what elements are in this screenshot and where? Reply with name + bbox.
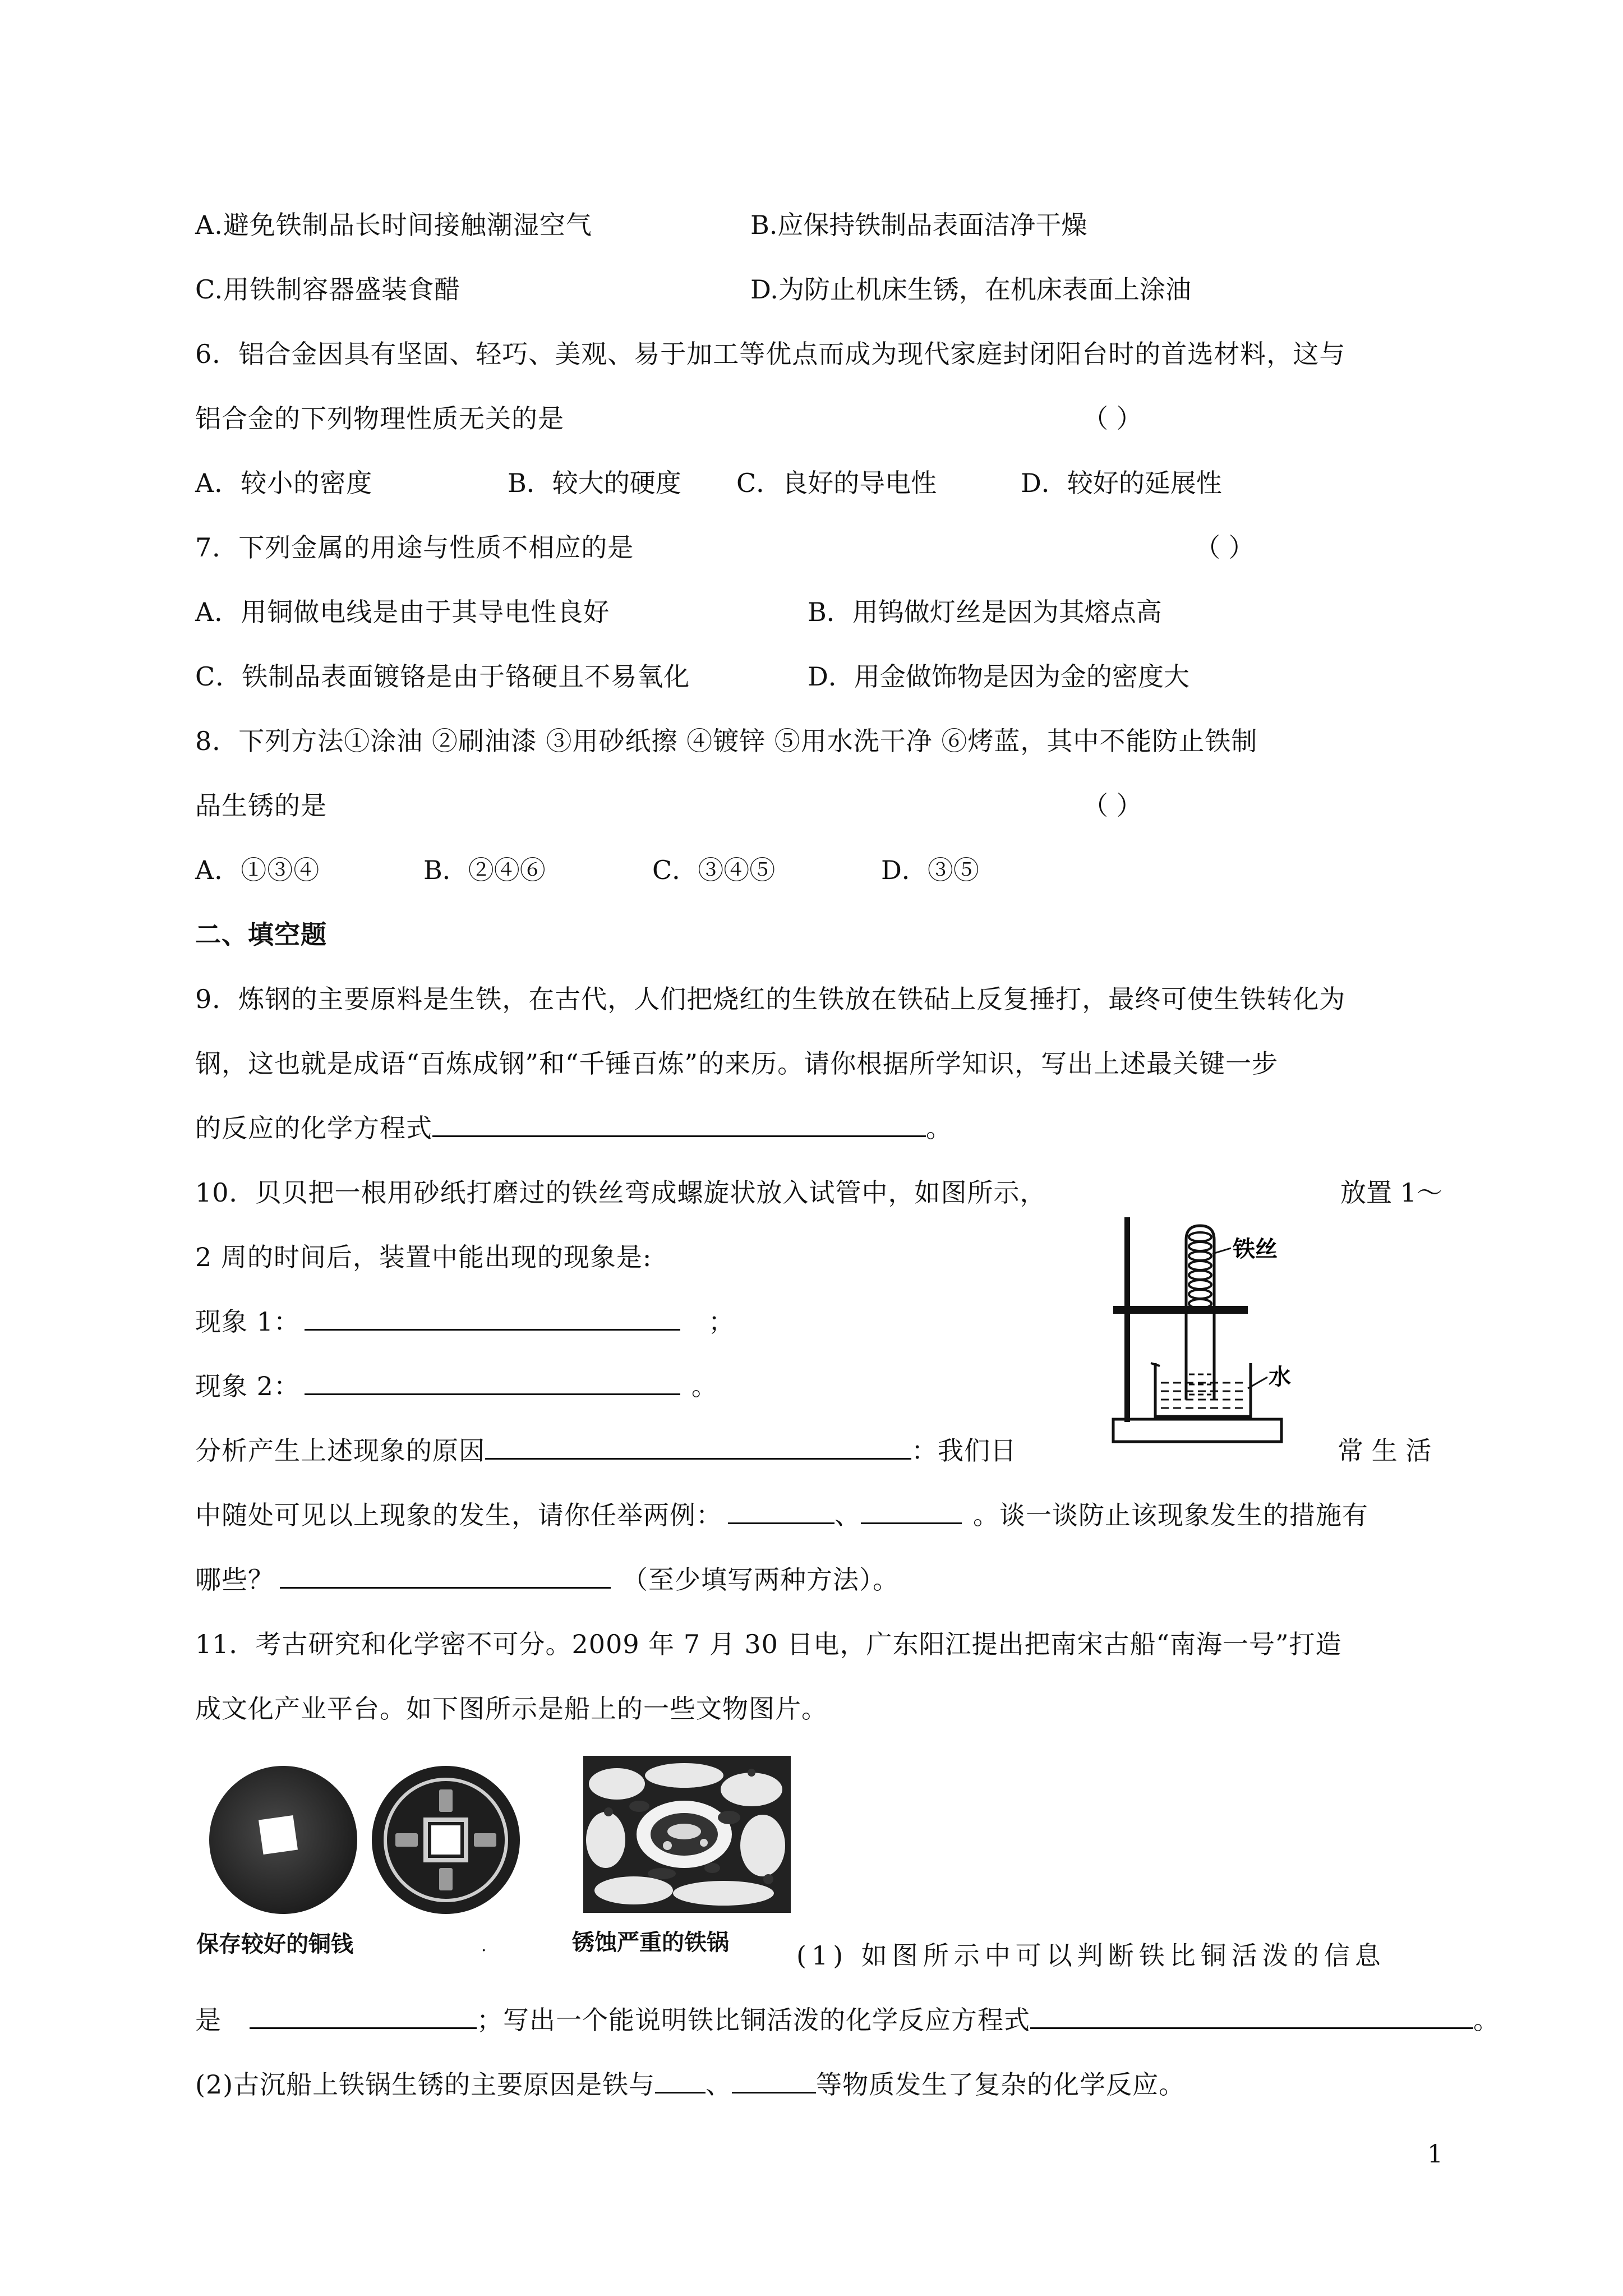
q6-stem-line1: 6．铝合金因具有坚固、轻巧、美观、易于加工等优点而成为现代家庭封闭阳台时的首选材料，这与 [195, 339, 1346, 369]
q6-option-c: C．良好的导电性 [736, 468, 937, 498]
q8-stem-line2: 品生锈的是 [195, 790, 327, 821]
q11-sub2-tail: 等物质发生了复杂的化学反应。 [816, 2069, 1186, 2100]
q8-answer-paren: （ ） [1082, 790, 1142, 821]
q10-phenomenon-1 [195, 1304, 735, 1339]
q10-example-1-blank[interactable] [728, 1500, 834, 1524]
q9-stem-line1: 9．炼钢的主要原料是生铁，在古代，人们把烧红的生铁放在铁砧上反复捶打，最终可使生铁转化为 [195, 984, 1346, 1014]
q11-sub1-line2 [195, 2003, 1500, 2037]
q10-stem-line1: 10．贝贝把一根用砂纸打磨过的铁丝弯成螺旋状放入试管中，如图所示， [195, 1177, 1046, 1208]
q11-sub2-text: (2)古沉船上铁锅生锈的主要原因是铁与 [195, 2069, 656, 2100]
q7-option-a: A．用铜做电线是由于其导电性良好 [195, 597, 610, 627]
fig-label-water: 水 [1269, 1364, 1291, 1390]
q8-option-c: C．③④⑤ [652, 855, 776, 885]
q10-reason-tail: ：我们日 [911, 1435, 1017, 1466]
q11-copper-coins-figure [205, 1761, 547, 1918]
q8-stem-line1: 8．下列方法①涂油 ②刷油漆 ③用砂纸擦 ④镀锌 ⑤用水洗干净 ⑥烤蓝，其中不能防止铁制 [195, 726, 1258, 756]
stand-clamp [1113, 1306, 1248, 1314]
caption-dot: . [481, 1936, 487, 1955]
q7-answer-paren: （ ） [1195, 532, 1255, 563]
q10-p2-end: 。 [691, 1371, 718, 1401]
q11-sub1-mid: ；写出一个能说明铁比铜活泼的化学反应方程式 [477, 2005, 1030, 2035]
q10-phenomenon-2 [195, 1369, 718, 1404]
q5-option-d: D.为防止机床生锈，在机床表面上涂油 [750, 274, 1191, 305]
coin-back-hole [259, 1815, 298, 1855]
q10-p1-blank[interactable] [305, 1306, 680, 1331]
q10-stem-line2: 2 周的时间后，装置中能出现的现象是: [195, 1242, 652, 1272]
q11-rusted-pot-figure [583, 1756, 791, 1913]
q10-examples-sep: 、 [834, 1500, 861, 1530]
q9-end: 。 [926, 1113, 952, 1143]
q10-reason-text: 分析产生上述现象的原因 [195, 1435, 485, 1466]
q9-equation-blank[interactable] [432, 1113, 926, 1137]
q7-option-d: D．用金做饰物是因为金的密度大 [808, 661, 1189, 692]
caption-copper-coins: 保存较好的铜钱 [196, 1931, 353, 1957]
q10-examples-line [195, 1498, 1368, 1533]
q11-stem-line2: 成文化产业平台。如下图所示是船上的一些文物图片。 [195, 1694, 828, 1724]
q10-stem-line1-right: 放置 1～ [1340, 1177, 1442, 1208]
q11-info-blank[interactable] [250, 2005, 477, 2029]
q6-stem-line2: 铝合金的下列物理性质无关的是 [195, 403, 564, 434]
q5-option-b: B.应保持铁制品表面洁净干燥 [750, 210, 1087, 240]
q8-option-d: D．③⑤ [881, 855, 979, 885]
q6-option-d: D．较好的延展性 [1021, 468, 1222, 498]
q11-sub1-end: 。 [1473, 2005, 1500, 2035]
q7-option-b: B．用钨做灯丝是因为其熔点高 [808, 597, 1162, 627]
q10-examples-tail: 。谈一谈防止该现象发生的措施有 [973, 1500, 1368, 1530]
q11-sub2-blank-1[interactable] [655, 2069, 706, 2093]
q6-answer-paren: （ ） [1082, 403, 1142, 434]
q10-apparatus-figure [1088, 1206, 1324, 1470]
q10-example-2-blank[interactable] [861, 1500, 962, 1524]
q11-equation-blank[interactable] [1030, 2005, 1473, 2029]
q6-option-a: A．较小的密度 [195, 468, 373, 498]
q11-sub2-blank-2[interactable] [732, 2069, 816, 2093]
q10-measures-blank[interactable] [280, 1565, 611, 1589]
caption-rusted-pot: 锈蚀严重的铁锅 [572, 1930, 729, 1955]
q10-examples-text: 中随处可见以上现象的发生，请你任举两例： [195, 1500, 722, 1530]
q11-sub2-sep: 、 [706, 2069, 732, 2100]
stand-base [1113, 1419, 1281, 1442]
q8-option-b: B．②④⑥ [423, 855, 546, 885]
q9-line3-text: 的反应的化学方程式 [195, 1113, 432, 1143]
q10-measures-line [195, 1562, 899, 1597]
q11-stem-line1: 11．考古研究和化学密不可分。2009 年 7 月 30 日电，广东阳江提出把南宋古船“南海一号”打造 [195, 1629, 1342, 1659]
q8-option-a: A．①③④ [195, 855, 320, 885]
page-number: 1 [1427, 2140, 1443, 2169]
q11-sub1-line1: (1) 如图所示中可以判断铁比铜活泼的信息 [796, 1940, 1386, 1971]
q10-p2-blank[interactable] [305, 1371, 680, 1395]
q5-option-a: A.避免铁制品长时间接触潮湿空气 [195, 210, 592, 240]
q7-option-c: C．铁制品表面镀铬是由于铬硬且不易氧化 [195, 661, 690, 692]
q6-option-b: B．较大的硬度 [508, 468, 681, 498]
q10-reason-blank[interactable] [485, 1435, 911, 1460]
q11-sub1-lead: 是 [195, 2005, 222, 2035]
q10-p1-end: ； [708, 1306, 735, 1337]
q10-p2-label: 现象 2： [195, 1371, 300, 1401]
q10-measures-text: 哪些？ [195, 1565, 274, 1595]
q10-p1-label: 现象 1： [195, 1306, 300, 1337]
fig-label-iron-wire: 铁丝 [1233, 1236, 1278, 1262]
stand-rod [1124, 1217, 1130, 1422]
q9-stem-line3 [195, 1111, 952, 1145]
q5-option-c: C.用铁制容器盛装食醋 [195, 274, 461, 305]
iron-wire-coil [1189, 1232, 1211, 1308]
q10-measures-tail: （至少填写两种方法）。 [622, 1565, 899, 1595]
q10-reason-line [195, 1433, 1017, 1468]
q10-reason-right: 常 生 活 [1338, 1435, 1432, 1466]
section-heading-fill-in: 二、填空题 [195, 919, 327, 950]
q11-sub2-line [195, 2067, 1185, 2102]
q9-stem-line2: 钢，这也就是成语“百炼成钢”和“千锤百炼”的来历。请你根据所学知识，写出上述最关键一步 [195, 1048, 1279, 1079]
q7-stem: 7．下列金属的用途与性质不相应的是 [195, 532, 634, 563]
